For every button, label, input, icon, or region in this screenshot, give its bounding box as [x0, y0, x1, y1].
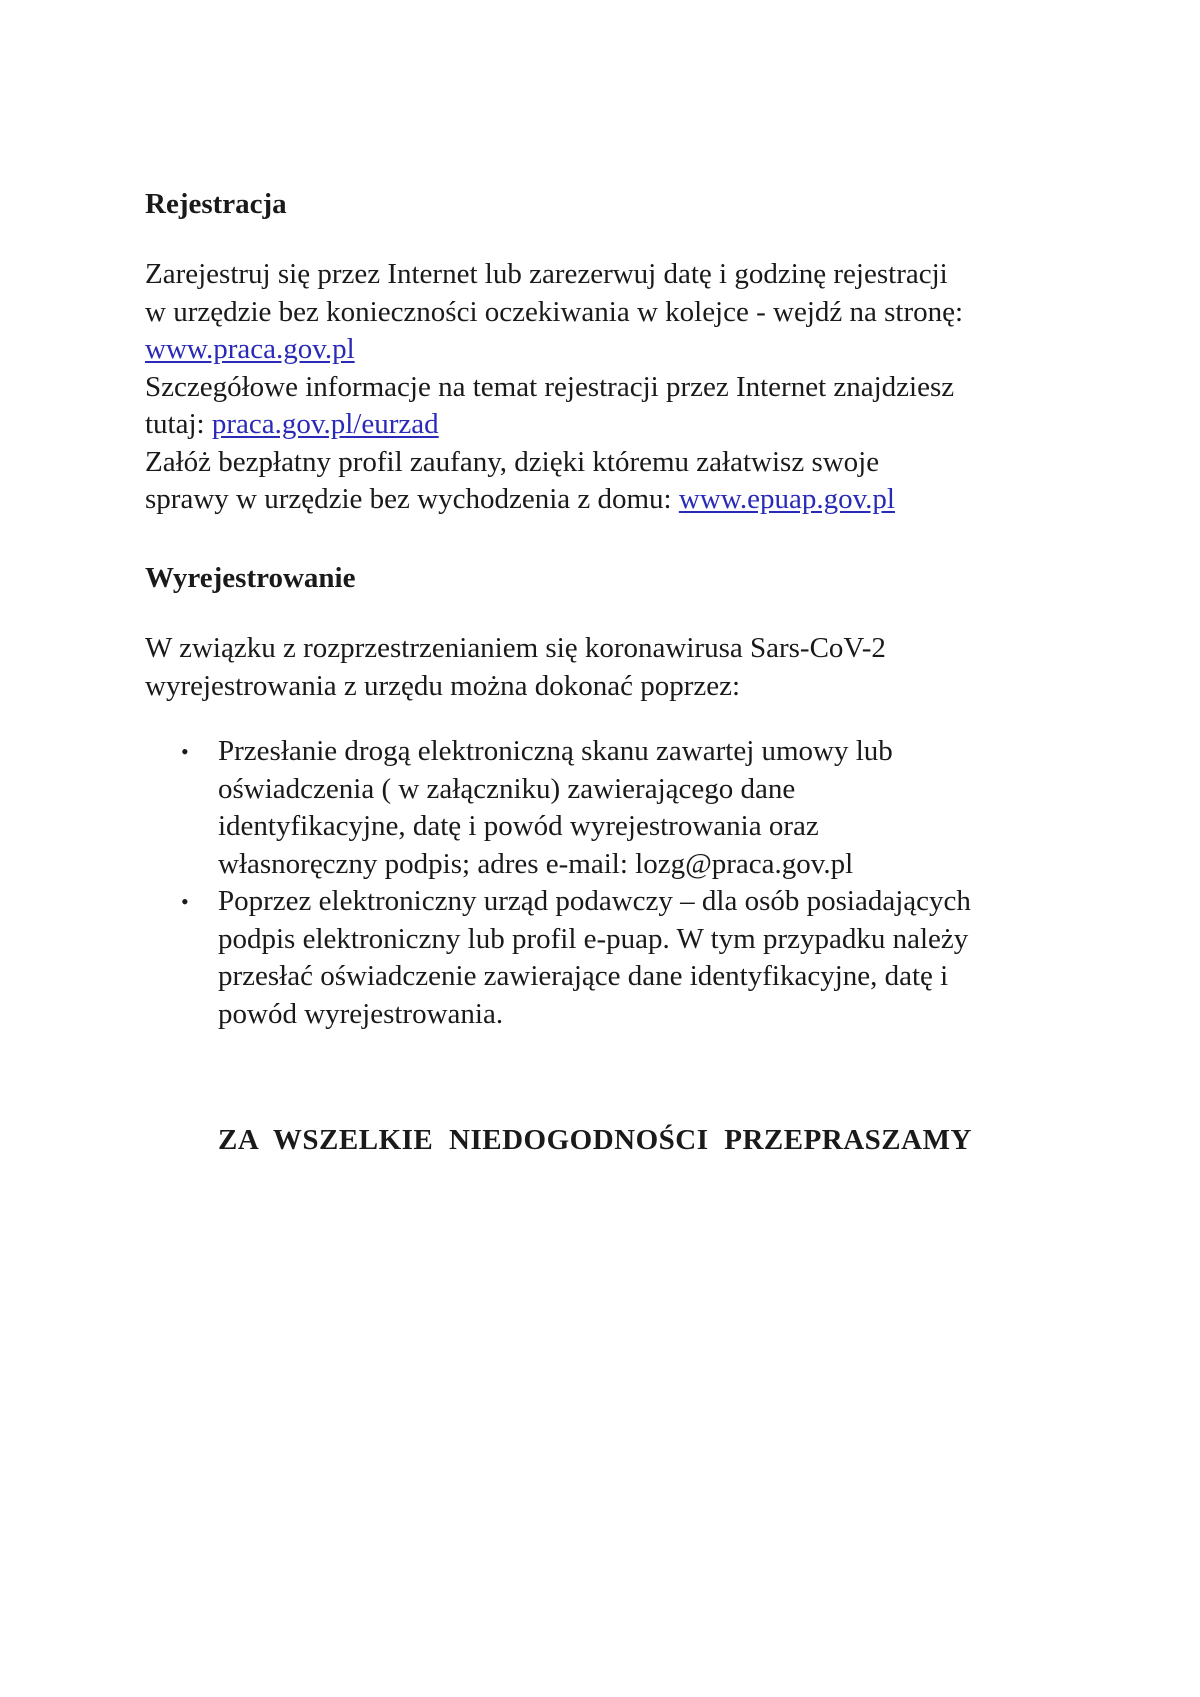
apology-closing: ZA WSZELKIE NIEDOGODNOŚCI PRZEPRASZAMY: [218, 1124, 972, 1156]
registration-line-4: Szczegółowe informacje na temat rejestracji przez Internet znajdziesz: [145, 370, 955, 403]
bullet-2-line-4: powód wyrejestrowania.: [218, 997, 504, 1030]
registration-line-3: [145, 331, 1125, 369]
bullet-1-line-1: Przesłanie drogą elektroniczną skanu zawartej umowy lub: [218, 735, 893, 767]
registration-line-5: [145, 406, 1125, 444]
list-item: [145, 733, 1145, 883]
bullet-2-line-2: podpis elektroniczny lub profil e-puap. W tym przypadku należy: [218, 922, 969, 955]
registration-sprawy-text: sprawy w urzędzie bez wychodzenia z domu:: [145, 483, 679, 515]
eurzad-link[interactable]: praca.gov.pl/eurzad: [211, 408, 439, 440]
deregistration-intro-line-1: W związku z rozprzestrzenianiem się koronawirusa Sars-CoV-2: [145, 632, 886, 664]
bullet-2-line-1: Poprzez elektroniczny urząd podawczy – dla osób posiadających: [218, 885, 971, 917]
registration-tutaj-text: tutaj:: [145, 408, 212, 440]
bullet-1-line-4: własnoręczny podpis; adres e-mail: lozg@praca.gov.pl: [218, 847, 854, 880]
registration-heading: Rejestracja: [145, 188, 287, 220]
registration-line-2: w urzędzie bez konieczności oczekiwania w kolejce - wejdź na stronę:: [145, 295, 964, 328]
bullet-1-line-3: identyfikacyjne, datę i powód wyrejestrowania oraz: [218, 810, 819, 842]
epuap-link[interactable]: www.epuap.gov.pl: [678, 483, 895, 515]
registration-paragraph: [145, 256, 1125, 519]
deregistration-intro-line-2: wyrejestrowania z urzędu można dokonać poprzez:: [145, 669, 741, 702]
bullet-2-line-3: przesłać oświadczenie zawierające dane identyfikacyjne, datę i: [218, 960, 949, 992]
bullet-1-line-2: oświadczenia ( w załączniku) zawierającego dane: [218, 772, 796, 805]
registration-line-7: [145, 481, 1125, 519]
deregistration-options-list: [145, 733, 1145, 1033]
registration-line-1: Zarejestruj się przez Internet lub zarezerwuj datę i godzinę rejestracji: [145, 258, 948, 290]
praca-link[interactable]: www.praca.gov.pl: [145, 333, 355, 365]
deregistration-intro: [145, 630, 1125, 705]
registration-line-6: Załóż bezpłatny profil zaufany, dzięki któremu załatwisz swoje: [145, 445, 880, 478]
deregistration-heading: Wyrejestrowanie: [145, 562, 356, 594]
bullet-icon: •: [181, 739, 189, 764]
bullet-icon: •: [181, 889, 189, 914]
list-item: [145, 883, 1145, 1033]
